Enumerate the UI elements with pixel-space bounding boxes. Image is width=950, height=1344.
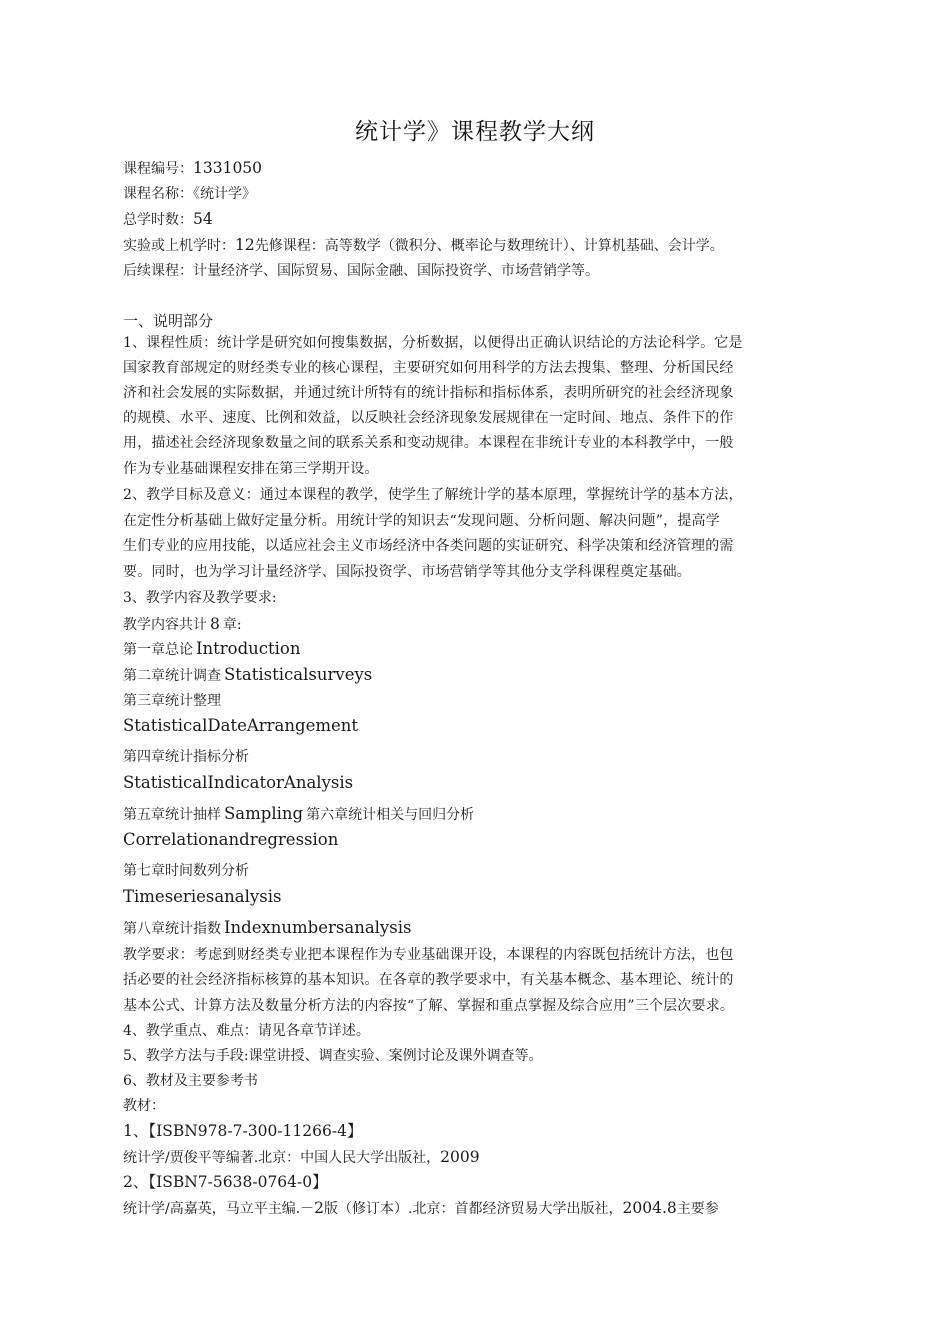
nature-line: 的规模、水平、速度、比例和效益，以反映社会经济现象发展规律在一定时间、地点、条件下的作 [123, 410, 734, 426]
books-heading: 6、教材及主要参考书 [123, 1073, 258, 1089]
chapter-title-cn: 第二章统计调查 [123, 668, 221, 684]
followup-courses-line: 后续课程：计量经济学、国际贸易、国际金融、国际投资学、市场营销学等。 [123, 263, 599, 279]
chapter-title-cn: 第八章统计指数 [123, 921, 221, 937]
chapter-title-en: Indexnumbersanalysis [224, 918, 412, 937]
course-name-line: 课程名称：《统计学》 [123, 186, 256, 202]
content-heading: 3、教学内容及教学要求: [123, 590, 277, 606]
goals-line: 要。同时，也为学习计量经济学、国际投资学、市场营销学等其他分支学科课程奠定基础。 [123, 564, 691, 580]
book2-info-text: 统计学/高嘉英，马立平主编.－ [123, 1201, 315, 1217]
chapter-title-en: Introduction [196, 639, 301, 658]
methods-line: 5、教学方法与手段:课堂讲授、调查实验、案例讨论及课外调查等。 [123, 1048, 543, 1064]
course-code-value: 1331050 [193, 159, 263, 177]
nature-line: 作为专业基础课程安排在第三学期开设。 [123, 461, 379, 477]
chapter-title-en: StatisticalDateArrangement [123, 716, 359, 735]
chapter-title-en: Timeseriesanalysis [123, 887, 282, 906]
lab-hours-label: 实验或上机学时： [123, 238, 235, 254]
nature-line: 国家教育部规定的财经类专业的核心课程，主要研究如何用科学的方法去搜集、整理、分析国民经 [123, 360, 734, 376]
nature-line: 济和社会发展的实际数据，并通过统计所特有的统计指标和指标体系，表明所研究的社会经济现象 [123, 385, 734, 401]
book2-info [123, 1198, 719, 1219]
key-points-line: 4、教学重点、难点：请见各章节详述。 [123, 1023, 370, 1039]
content-count-value: 8 [210, 615, 220, 633]
content-count-suffix: 章: [222, 617, 242, 633]
chapter-title-cn: 第七章时间数列分析 [123, 863, 249, 879]
book2-isbn: 2、【ISBN7-5638-0764-0】 [123, 1173, 328, 1191]
chapter-title-cn: 第四章统计指标分析 [123, 749, 249, 765]
chapter-title-en: Statisticalsurveys [224, 665, 373, 684]
chapter-item [123, 918, 411, 939]
lab-hours-value: 12 [235, 236, 255, 254]
prerequisites-text: 先修课程：高等数学（微积分、概率论与数理统计）、计算机基础、会计学。 [254, 238, 724, 254]
chapter-item [123, 639, 301, 660]
goals-line: 在定性分析基础上做好定量分析。用统计学的知识去“发现问题、分析问题、解决问题”，提高学 [123, 513, 720, 529]
book2-edition: 2 [314, 1199, 325, 1217]
goals-line: 生们专业的应用技能，以适应社会主义市场经济中各类问题的实证研究、科学决策和经济管理的需 [123, 538, 734, 554]
chapter-title-en: StatisticalIndicatorAnalysis [123, 773, 354, 792]
book1-isbn: 1、【ISBN978-7-300-11266-4】 [123, 1122, 363, 1140]
book1-year: 2009 [440, 1148, 480, 1166]
total-hours-label: 总学时数： [123, 212, 193, 228]
book2-info-text: 主要参 [676, 1201, 719, 1217]
book2-year: 2004.8 [622, 1199, 677, 1217]
course-code-line [123, 158, 262, 179]
nature-line: 1、课程性质：统计学是研究如何搜集数据，分析数据，以便得出正确认识结论的方法论科学。它是 [123, 335, 743, 351]
course-code-label: 课程编号： [123, 161, 193, 177]
chapter-title-cn: 第五章统计抽样 [123, 807, 221, 823]
document-title: 统计学》课程教学大纲 [355, 119, 595, 145]
goals-line: 2、教学目标及意义：通过本课程的教学，使学生了解统计学的基本原理，掌握统计学的基本方法， [123, 487, 743, 503]
chapter-title-cn: 第一章总论 [123, 642, 193, 658]
content-count-line [123, 614, 242, 635]
requirements-line: 基本公式、计算方法及数量分析方法的内容按“了解、掌握和重点掌握及综合应用”三个层次要求。 [123, 998, 735, 1014]
total-hours-line [123, 209, 213, 230]
chapter-title-en: Correlationandregression [123, 830, 339, 849]
book1-info [123, 1147, 480, 1168]
chapter-item [123, 804, 474, 825]
total-hours-value: 54 [193, 210, 213, 228]
chapter-title-cn: 第三章统计整理 [123, 693, 221, 709]
book2-info-text: 版（修订本）.北京：首都经济贸易大学出版社， [324, 1201, 623, 1217]
chapter-title-cn: 第六章统计相关与回归分析 [306, 807, 475, 823]
lab-hours-line [123, 235, 724, 256]
requirements-line: 教学要求：考虑到财经类专业把本课程作为专业基础课开设，本课程的内容既包括统计方法，也包 [123, 947, 734, 963]
chapter-item [123, 665, 372, 686]
book1-info-text: 统计学/贾俊平等编著.北京：中国人民大学出版社， [123, 1150, 441, 1166]
chapter-title-en: Sampling [224, 804, 304, 823]
requirements-line: 括必要的社会经济指标核算的基本知识。在各章的教学要求中，有关基本概念、基本理论、统计的 [123, 972, 734, 988]
content-count-prefix: 教学内容共计 [123, 617, 207, 633]
nature-line: 用，描述社会经济现象数量之间的联系关系和变动规律。本课程在非统计专业的本科教学中，一般 [123, 435, 734, 451]
textbook-label: 教材： [123, 1098, 165, 1114]
section1-heading: 一、说明部分 [123, 312, 214, 330]
